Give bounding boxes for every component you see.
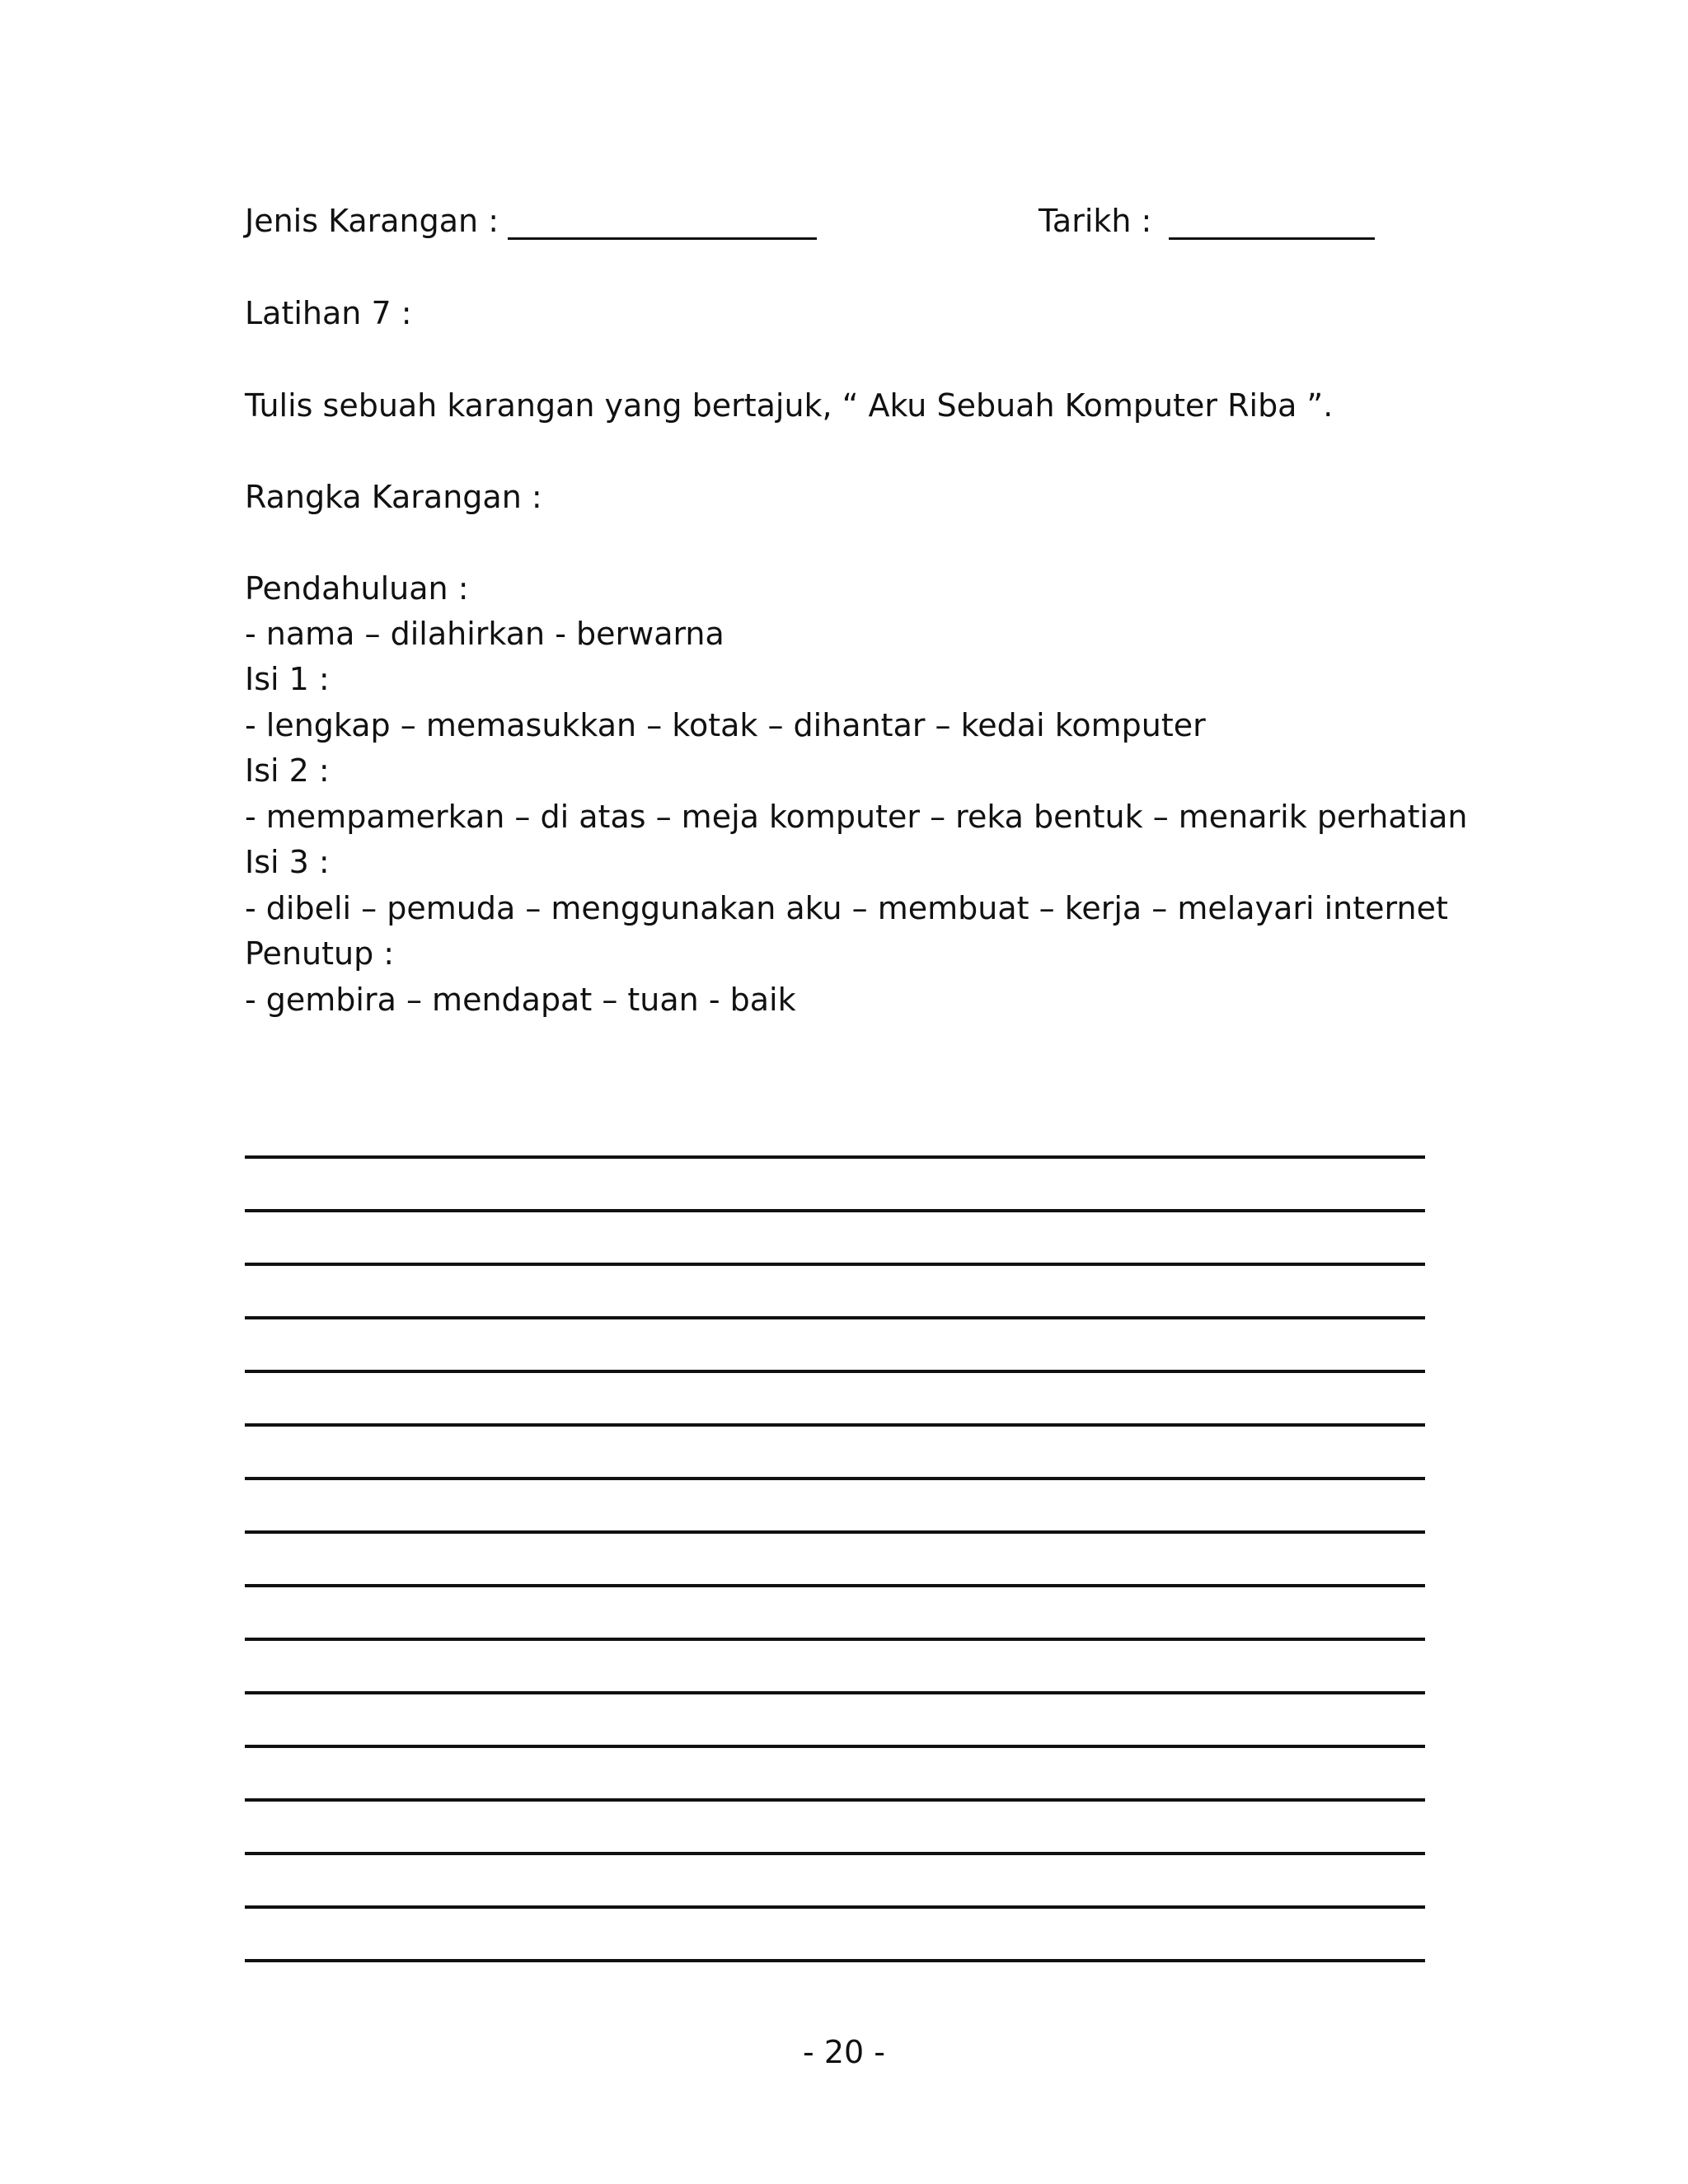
writing-line[interactable] [245,1584,1425,1587]
writing-line[interactable] [245,1316,1425,1319]
writing-line[interactable] [245,1423,1425,1427]
writing-line[interactable] [245,1370,1425,1373]
tarikh-label: Tarikh : [1039,203,1152,239]
writing-line[interactable] [245,1691,1425,1694]
outline-points-isi-1: - lengkap – memasukkan – kotak – dihantar – kedai komputer [245,707,1206,743]
outline-heading-isi-2: Isi 2 : [245,752,330,789]
exercise-instruction: Tulis sebuah karangan yang bertajuk, “ Aku Sebuah Komputer Riba ”. [245,387,1334,424]
outline-heading-pendahuluan: Pendahuluan : [245,570,469,607]
tarikh-field[interactable] [1169,237,1375,240]
writing-line[interactable] [245,1852,1425,1855]
writing-line[interactable] [245,1155,1425,1159]
jenis-karangan-field[interactable] [508,237,817,240]
writing-line[interactable] [245,1263,1425,1266]
writing-line[interactable] [245,1905,1425,1909]
outline-points-isi-2: - mempamerkan – di atas – meja komputer – reka bentuk – menarik perhatian [245,799,1468,835]
writing-line[interactable] [245,1638,1425,1641]
outline-heading-isi-3: Isi 3 : [245,844,330,880]
outline-label: Rangka Karangan : [245,479,542,515]
outline-heading-isi-1: Isi 1 : [245,661,330,697]
outline-points-isi-3: - dibeli – pemuda – menggunakan aku – membuat – kerja – melayari internet [245,890,1448,926]
writing-area[interactable] [245,1155,1425,2013]
exercise-title: Latihan 7 : [245,295,412,331]
outline-points-pendahuluan: - nama – dilahirkan - berwarna [245,616,724,652]
jenis-karangan-label: Jenis Karangan : [245,203,499,239]
writing-line[interactable] [245,1530,1425,1534]
outline-heading-penutup: Penutup : [245,935,395,972]
writing-line[interactable] [245,1745,1425,1748]
writing-line[interactable] [245,1959,1425,1962]
outline-points-penutup: - gembira – mendapat – tuan - baik [245,982,796,1018]
writing-line[interactable] [245,1209,1425,1212]
writing-line[interactable] [245,1477,1425,1480]
page-number: - 20 - [803,2034,885,2070]
writing-line[interactable] [245,1798,1425,1802]
